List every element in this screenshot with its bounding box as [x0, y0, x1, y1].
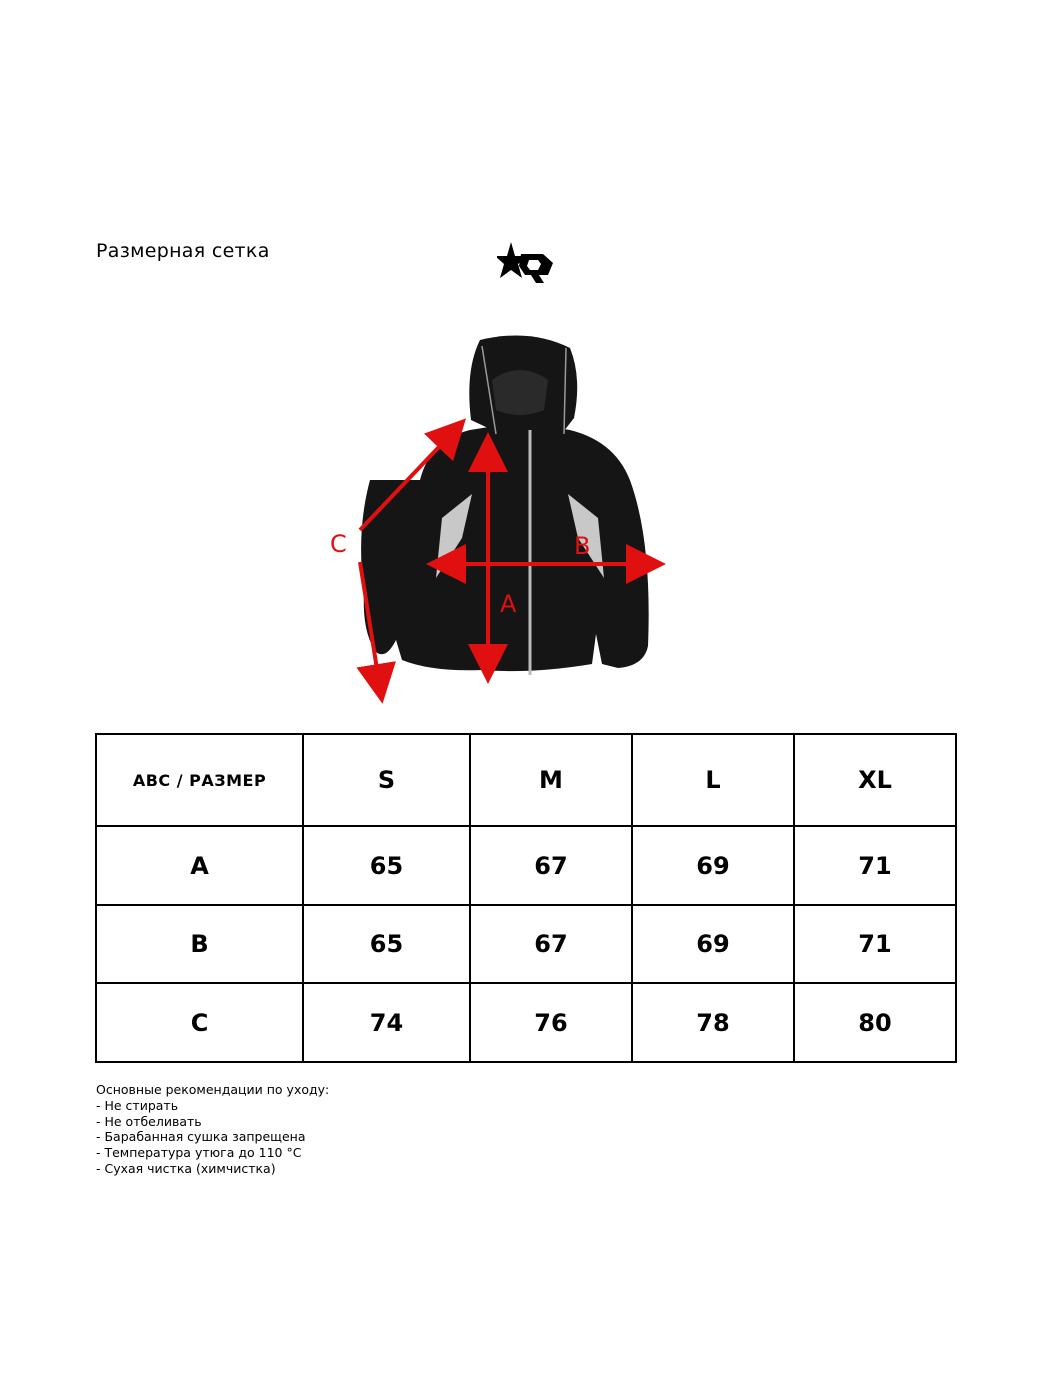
label-a: A: [500, 590, 517, 618]
jacket-measurement-diagram: [320, 330, 680, 710]
table-header-row: [96, 734, 956, 826]
care-item: - Не стирать: [96, 1097, 179, 1113]
table-cell: 65: [303, 826, 470, 905]
page-title: Размерная сетка: [96, 240, 270, 262]
table-cell: 76: [470, 983, 632, 1062]
table-cell: 74: [303, 983, 470, 1062]
table-cell: 71: [794, 826, 956, 905]
row-label: C: [96, 983, 303, 1062]
header-cell-m: M: [470, 734, 632, 826]
table-cell: 69: [632, 905, 794, 983]
care-item: - Сухая чистка (химчистка): [96, 1160, 276, 1176]
header-cell-label: ABC / РАЗМЕР: [96, 734, 303, 826]
header-cell-l: L: [632, 734, 794, 826]
care-item: - Барабанная сушка запрещена: [96, 1129, 306, 1145]
table-cell: 69: [632, 826, 794, 905]
brand-logo-icon: [497, 240, 555, 286]
care-heading: Основные рекомендации по уходу:: [96, 1082, 330, 1097]
header-cell-s: S: [303, 734, 470, 826]
table-row: [96, 826, 956, 905]
care-item: - Не отбеливать: [96, 1113, 202, 1129]
row-label: B: [96, 905, 303, 983]
table-cell: 78: [632, 983, 794, 1062]
row-label: A: [96, 826, 303, 905]
table-cell: 71: [794, 905, 956, 983]
jacket-illustration: [361, 336, 649, 676]
table-cell: 67: [470, 826, 632, 905]
size-table: [95, 733, 957, 1063]
care-instructions: [96, 1082, 329, 1177]
label-c: C: [330, 530, 347, 558]
header-cell-xl: XL: [794, 734, 956, 826]
table-row: [96, 983, 956, 1062]
table-cell: 80: [794, 983, 956, 1062]
table-cell: 65: [303, 905, 470, 983]
table-cell: 67: [470, 905, 632, 983]
care-item: - Температура утюга до 110 °C: [96, 1145, 302, 1161]
table-row: [96, 905, 956, 983]
label-b: B: [574, 532, 591, 560]
